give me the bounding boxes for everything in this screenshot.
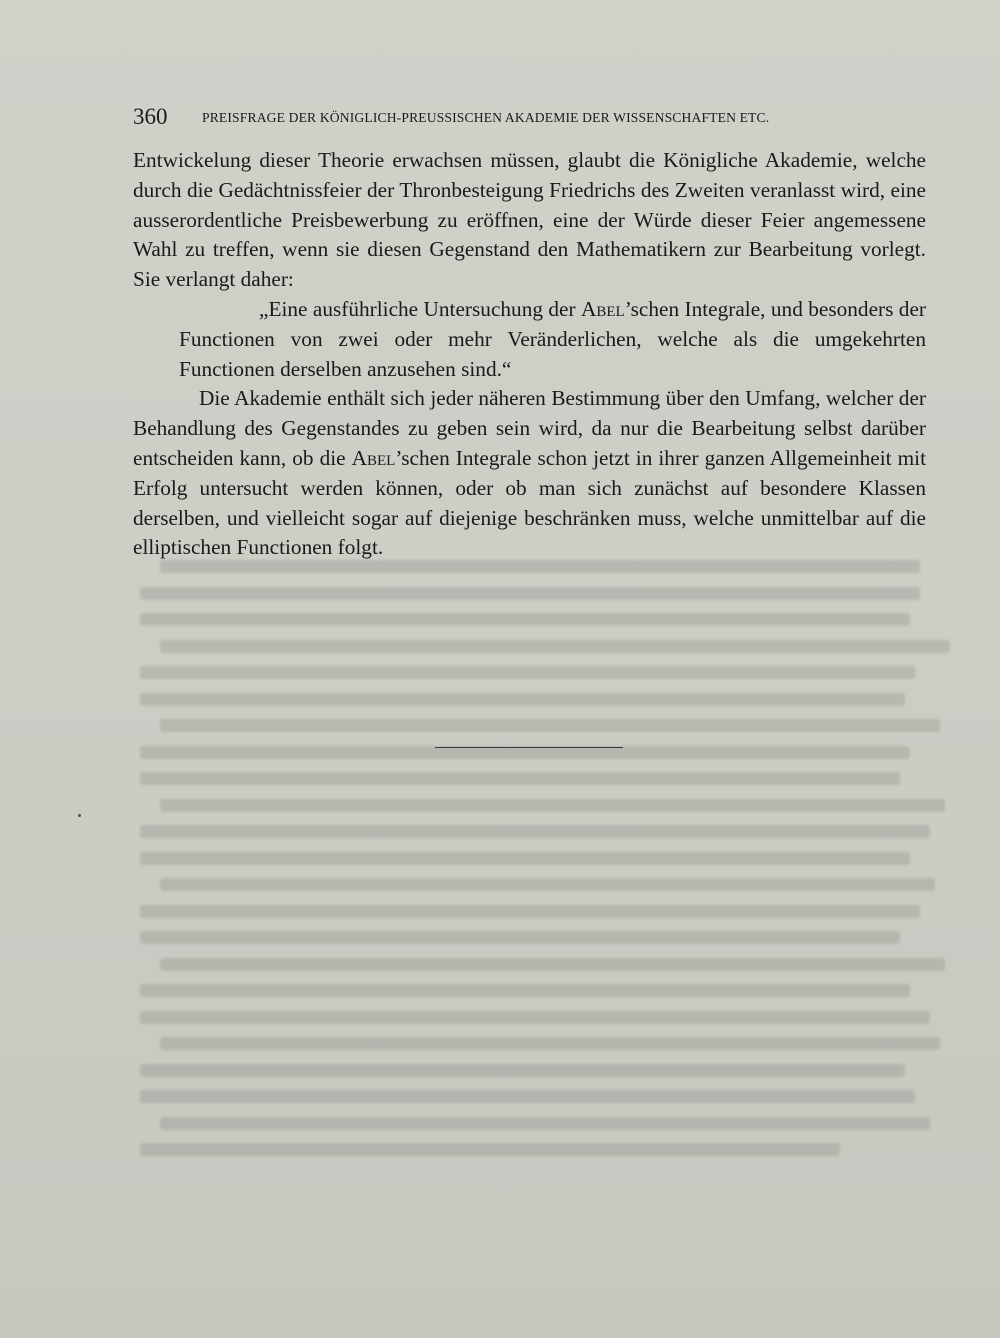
bleed-through-line — [160, 1037, 940, 1050]
paragraph-1: Entwickelung dieser Theorie erwachsen müssen, glaubt die Königliche Akademie, welche durch die Gedächtnissfeier der Thronbesteigung Friedrichs des Zweiten veranlasst wird, eine ausserordentliche Preisbewerbung zu eröffnen, eine der Würde dieser Feier angemessene Wahl zu treffen, wenn sie diesen Gegenstand den Mathematikern zur Bearbeitung vorlegt. Sie verlangt daher: — [133, 148, 926, 292]
quote-text-start: „Eine ausführliche Untersuchung der — [259, 296, 581, 321]
bleed-through-line — [140, 613, 910, 626]
bleed-through-line — [140, 1064, 905, 1077]
paragraph-3-author-name: Abel — [351, 445, 396, 470]
bleed-through-texture — [140, 560, 930, 1160]
bleed-through-line — [140, 852, 910, 865]
quote-author-name: Abel — [580, 296, 625, 321]
bleed-through-line — [160, 719, 940, 732]
separator-rule — [435, 747, 623, 748]
bleed-through-line — [160, 958, 945, 971]
page-header — [133, 104, 923, 130]
bleed-through-line — [160, 640, 950, 653]
paragraph-3-end: ’schen Integrale schon jetzt in ihrer ganzen Allgemeinheit mit Erfolg untersucht werden können, oder ob man sich zunächst auf besondere Klassen derselben, und vielleicht sogar auf diejenige beschränken muss, welche unmittelbar auf die elliptischen Functionen folgt. — [133, 445, 926, 560]
bleed-through-line — [160, 799, 945, 812]
ink-speck — [78, 814, 81, 817]
paragraph-3 — [133, 384, 926, 563]
prize-question-quote — [133, 295, 926, 384]
page-number: 360 — [133, 104, 168, 129]
bleed-through-line — [140, 1143, 840, 1156]
bleed-through-line — [140, 1011, 930, 1024]
paragraph-3-start: Die Akademie enthält sich jeder näheren Bestimmung über den Umfang, welcher der Behandlung des Gegenstandes zu geben sein wird, da nur die Bearbeitung selbst darüber entscheiden kann, ob die — [133, 386, 926, 470]
bleed-through-line — [160, 1117, 930, 1130]
bleed-through-line — [140, 666, 915, 679]
bleed-through-line — [140, 825, 930, 838]
body-text — [133, 146, 926, 563]
bleed-through-line — [160, 878, 935, 891]
bleed-through-line — [140, 931, 900, 944]
bleed-through-line — [140, 772, 900, 785]
bleed-through-line — [140, 984, 910, 997]
bleed-through-line — [140, 587, 920, 600]
bleed-through-line — [140, 1090, 915, 1103]
running-head: PREISFRAGE DER KÖNIGLICH-PREUSSISCHEN AKADEMIE DER WISSENSCHAFTEN ETC. — [202, 110, 770, 125]
quote-text-end: ’schen Integrale, und besonders der Functionen von zwei oder mehr Veränderlichen, welche als die umgekehrten Functionen derselben anzusehen sind.“ — [179, 296, 926, 381]
bleed-through-line — [140, 905, 920, 918]
bleed-through-line — [140, 693, 905, 706]
